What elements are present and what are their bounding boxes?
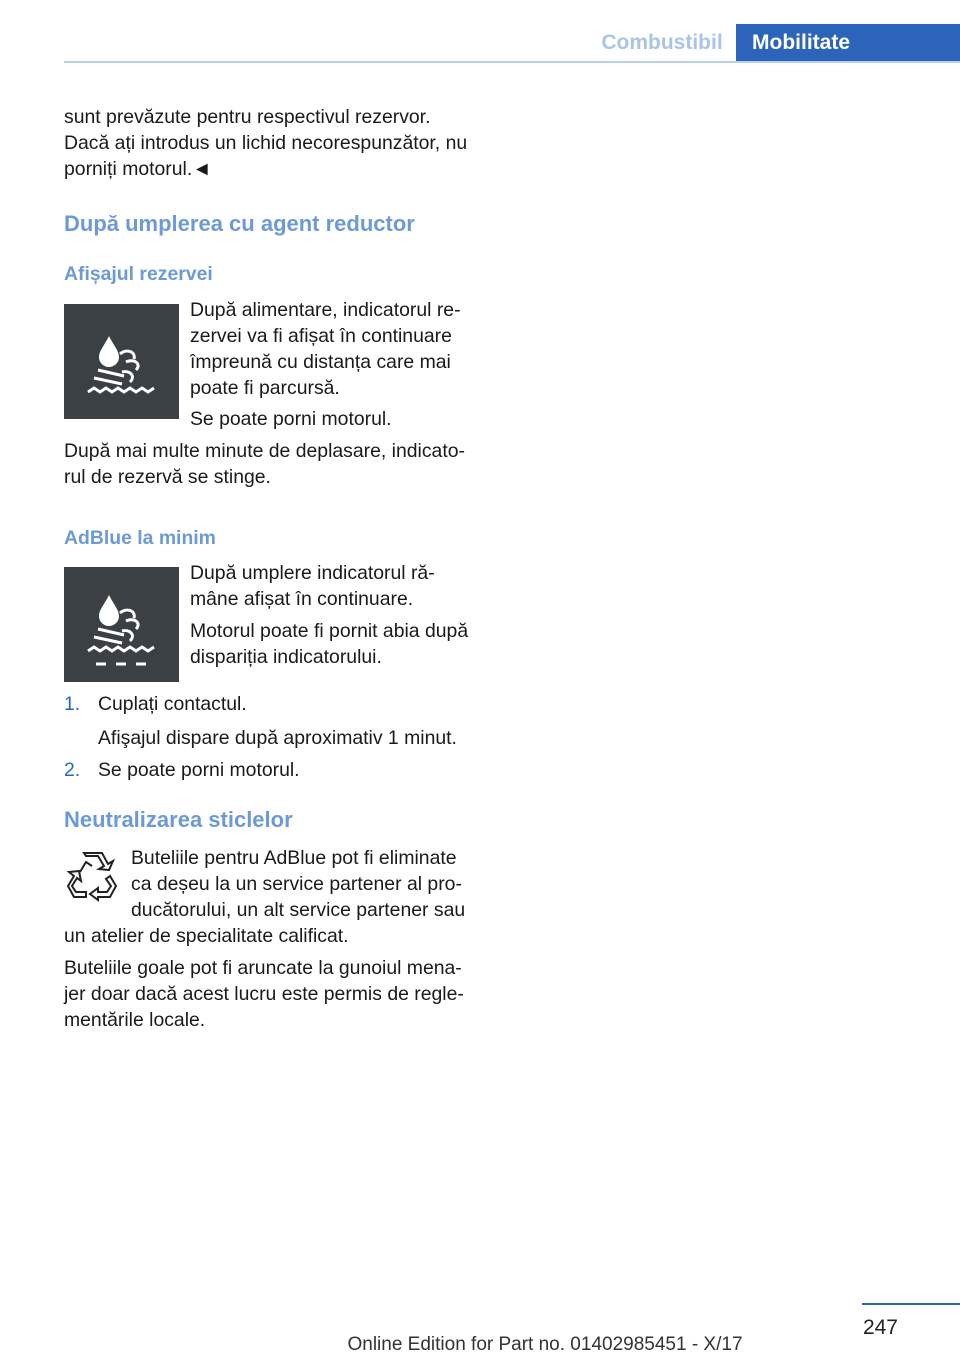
bottles-paragraph-1-cont [64, 923, 484, 949]
tab-combustibil[interactable]: Combustibil [601, 31, 723, 54]
text-line: poate fi parcursă. [190, 377, 340, 399]
text-line: mentările locale. [64, 1009, 206, 1031]
bottles-paragraph-1 [131, 845, 465, 923]
step-number-2: 2. [64, 759, 81, 781]
step-number-1: 1. [64, 693, 81, 715]
text-line: Buteliile pentru AdBlue pot fi eliminate [131, 847, 457, 869]
text-line: jer doar dacă acest lucru este permis de regle‐ [64, 983, 464, 1005]
text-line: porniți motorul.◄ [64, 158, 212, 180]
text-line: mâne afișat în continuare. [190, 588, 414, 610]
step-note-1: Afişajul dispare după aproximativ 1 minut. [98, 727, 457, 749]
reserve-paragraph-1 [190, 297, 490, 401]
tab-mobilitate[interactable]: Mobilitate [736, 24, 960, 62]
text-line: După umplere indicatorul ră‐ [190, 562, 435, 584]
minimum-paragraph-2 [190, 618, 490, 670]
page-number: 247 [862, 1316, 898, 1339]
text-line: sunt prevăzute pentru respectivul rezervor. [64, 106, 431, 128]
adblue-minimum-icon [64, 567, 179, 682]
footer-divider [862, 1303, 960, 1305]
recycle-icon [64, 848, 120, 904]
text-line: Motorul poate fi pornit abia după [190, 620, 469, 642]
section-heading-bottles: Neutralizarea sticlelor [64, 807, 293, 832]
text-line: ducătorului, un alt service partener sau [131, 899, 466, 921]
text-line: Se poate porni motorul. [190, 408, 392, 430]
text-line: După alimentare, indicatorul re‐ [190, 299, 461, 321]
step-text-2: Se poate porni motorul. [98, 759, 300, 781]
text-line: ca deșeu la un service partener al pro‐ [131, 873, 462, 895]
subheading-reserve-display: Afișajul rezervei [64, 263, 213, 285]
subheading-adblue-minimum: AdBlue la minim [64, 527, 216, 549]
section-heading-refill: După umplerea cu agent reductor [64, 211, 415, 236]
edition-footer: Online Edition for Part no. 01402985451 - X/17 [347, 1334, 743, 1355]
text-line: zervei va fi afișat în continuare [190, 325, 452, 347]
adblue-reserve-icon [64, 304, 179, 419]
header-divider [64, 61, 960, 63]
text-line: dispariția indicatorului. [190, 646, 382, 668]
text-line: După mai multe minute de deplasare, indicato‐ [64, 440, 465, 462]
text-line: un atelier de specialitate calificat. [64, 925, 349, 947]
step-text-1: Cuplați contactul. [98, 693, 247, 715]
text-line: Dacă ați introdus un lichid necorespunzător, nu [64, 132, 468, 154]
reserve-paragraph-3 [64, 438, 484, 490]
text-line: rul de rezervă se stinge. [64, 466, 271, 488]
bottles-paragraph-2 [64, 955, 484, 1033]
reserve-paragraph-2 [190, 406, 490, 432]
text-line: Buteliile goale pot fi aruncate la gunoiul mena‐ [64, 957, 462, 979]
minimum-paragraph-1 [190, 560, 490, 612]
text-line: împreună cu distanța care mai [190, 351, 451, 373]
intro-paragraph [64, 104, 484, 182]
